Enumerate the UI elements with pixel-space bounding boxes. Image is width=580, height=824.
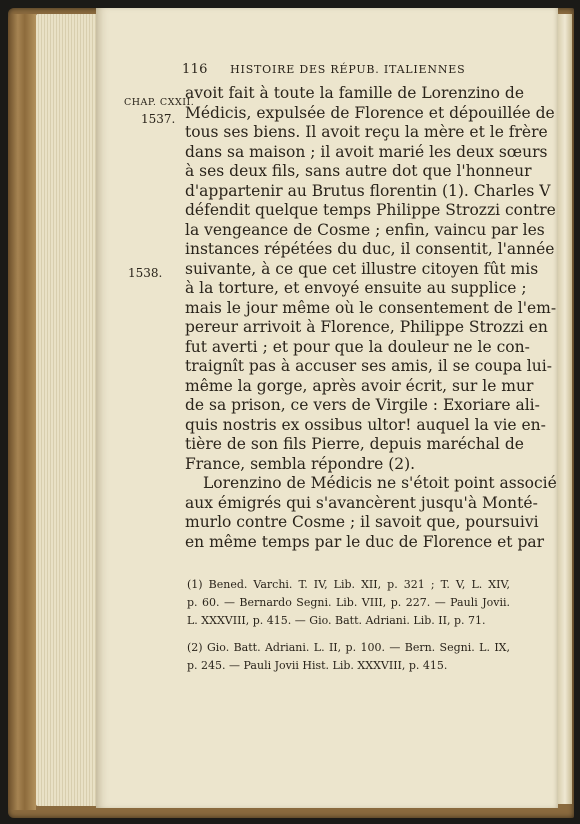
footnote-line: p. 60. — Bernardo Segni. Lib. VIII, p. 227. — Pauli Jovii. (187, 596, 510, 609)
body-line: de sa prison, ce vers de Virgile : Exoriare ali- (185, 396, 540, 414)
page-number: 116 (182, 62, 208, 77)
body-line: à ses deux fils, sans autre dot que l'honneur (185, 162, 532, 180)
body-line: quis nostris ex ossibus ultor! auquel la vie en- (185, 415, 546, 434)
footnote-line: (1) Bened. Varchi. T. IV, Lib. XII, p. 321 ; T. V, L. XIV, (187, 578, 510, 591)
page-stack-edges (36, 14, 98, 806)
margin-year-1538: 1538. (128, 266, 163, 280)
margin-year-1537: 1537. (141, 112, 176, 126)
body-line: d'appartenir au Brutus florentin (1). Charles V (185, 181, 551, 200)
body-line: Lorenzino de Médicis ne s'étoit point associé (203, 474, 557, 492)
body-line: avoit fait à toute la famille de Lorenzino de (185, 84, 525, 102)
body-line: aux émigrés qui s'avancèrent jusqu'à Monté- (185, 493, 538, 512)
body-line: fut averti ; et pour que la douleur ne le con- (185, 337, 530, 356)
body-line: murlo contre Cosme ; il savoit que, poursuivi (185, 513, 539, 531)
body-line: dans sa maison ; il avoit marié les deux sœurs (185, 142, 548, 161)
running-header (182, 62, 482, 77)
body-line: en même temps par le duc de Florence et par (185, 532, 545, 551)
body-line: même la gorge, après avoir écrit, sur le mur (185, 376, 534, 395)
body-line: Médicis, expulsée de Florence et dépouillée de (185, 103, 555, 122)
body-line: instances répétées du duc, il consentit, l'année (185, 240, 555, 258)
footnotes (187, 576, 510, 675)
body-line: à la torture, et envoyé ensuite au supplice ; (185, 279, 527, 297)
book-spine-edge (8, 14, 36, 810)
body-line: traignît pas à accuser ses amis, il se coupa lui- (185, 357, 552, 375)
body-line: mais le jour même où le consentement de l'em- (185, 298, 557, 317)
body-line: défendit quelque temps Philippe Strozzi contre (185, 201, 556, 219)
body-line: France, sembla répondre (2). (185, 454, 416, 473)
footnote-line: p. 245. — Pauli Jovii Hist. Lib. XXXVIII, p. 415. (187, 659, 448, 672)
margin-chapter-label: CHAP. CXXII. (124, 97, 195, 108)
body-line: la vengeance de Cosme ; enfin, vaincu par les (185, 220, 545, 239)
running-title: HISTOIRE DES RÉPUB. ITALIENNES (230, 63, 466, 76)
body-line: tière de son fils Pierre, depuis maréchal de (185, 435, 524, 453)
body-text (185, 84, 557, 552)
body-line: tous ses biens. Il avoit reçu la mère et le frère (185, 123, 548, 141)
body-line: suivante, à ce que cet illustre citoyen fût mis (185, 259, 539, 278)
body-line: pereur arrivoit à Florence, Philippe Strozzi en (185, 318, 548, 336)
footnote-line: L. XXXVIII, p. 415. — Gio. Batt. Adriani. Lib. II, p. 71. (187, 614, 486, 627)
footnote-line: (2) Gio. Batt. Adriani. L. II, p. 100. — Bern. Segni. L. IX, (187, 641, 510, 654)
right-page-edge (558, 14, 572, 804)
